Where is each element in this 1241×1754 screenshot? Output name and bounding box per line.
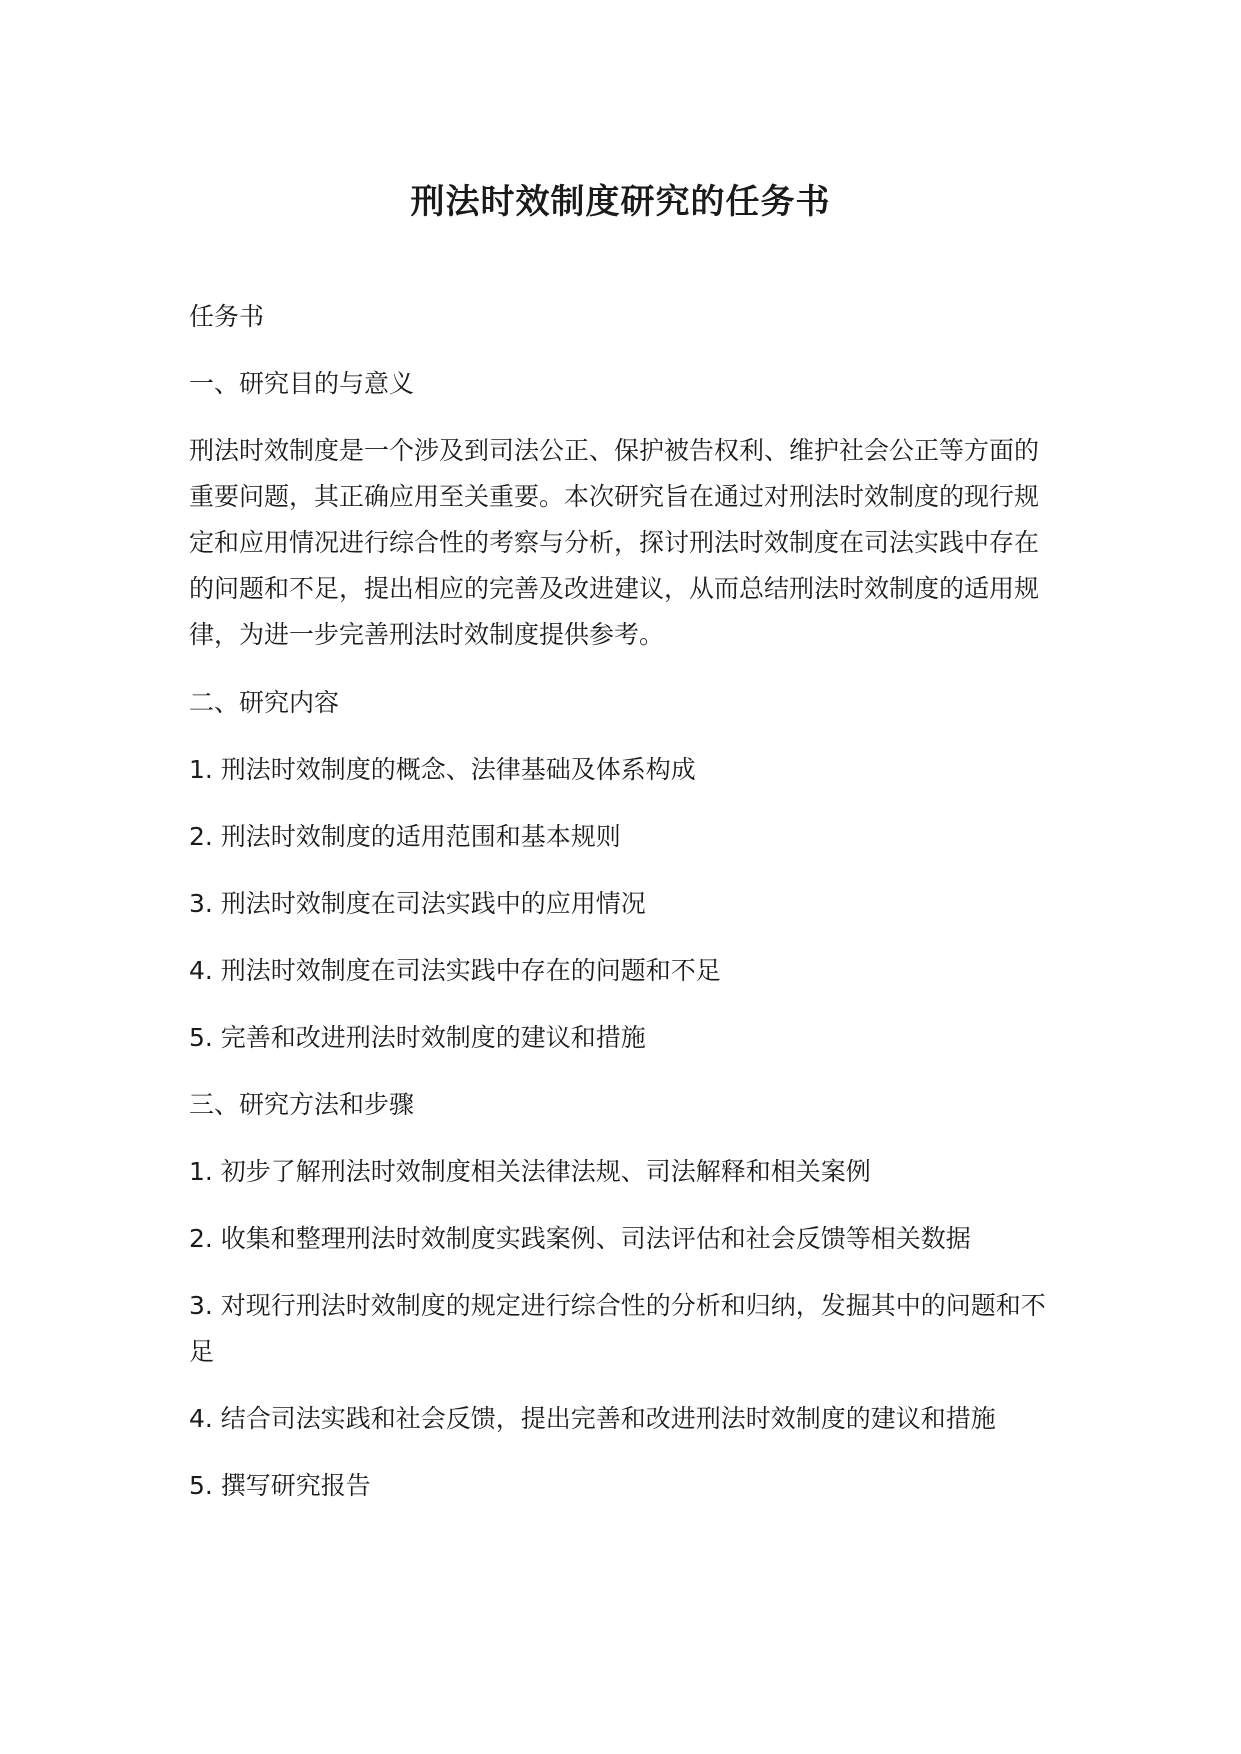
list-item: 1. 刑法时效制度的概念、法律基础及体系构成 [189,755,696,784]
list-item: 2. 刑法时效制度的适用范围和基本规则 [189,822,621,851]
list-item: 3. 刑法时效制度在司法实践中的应用情况 [189,889,646,918]
document-label: 任务书 [189,302,265,331]
document-body [189,294,1054,1530]
list-item: 4. 结合司法实践和社会反馈，提出完善和改进刑法时效制度的建议和措施 [189,1404,996,1433]
section-heading-methods: 三、研究方法和步骤 [189,1090,415,1119]
document-title: 刑法时效制度研究的任务书 [410,182,831,222]
list-item: 2. 收集和整理刑法时效制度实践案例、司法评估和社会反馈等相关数据 [189,1224,971,1253]
list-item: 4. 刑法时效制度在司法实践中存在的问题和不足 [189,956,721,985]
list-item: 3. 对现行刑法时效制度的规定进行综合性的分析和归纳，发掘其中的问题和不足 [189,1291,1046,1366]
purpose-paragraph: 刑法时效制度是一个涉及到司法公正、保护被告权利、维护社会公正等方面的重要问题，其正确应用至关重要。本次研究旨在通过对刑法时效制度的现行规定和应用情况进行综合性的考察与分析，探讨刑法时效制度在司法实践中存在的问题和不足，提出相应的完善及改进建议，从而总结刑法时效制度的适用规律，为进一步完善刑法时效制度提供参考。 [189,436,1040,649]
section-heading-purpose: 一、研究目的与意义 [189,369,415,398]
list-item: 5. 完善和改进刑法时效制度的建议和措施 [189,1023,646,1052]
list-item: 1. 初步了解刑法时效制度相关法律法规、司法解释和相关案例 [189,1157,871,1186]
list-item: 5. 撰写研究报告 [189,1471,371,1500]
section-heading-content: 二、研究内容 [189,688,340,717]
